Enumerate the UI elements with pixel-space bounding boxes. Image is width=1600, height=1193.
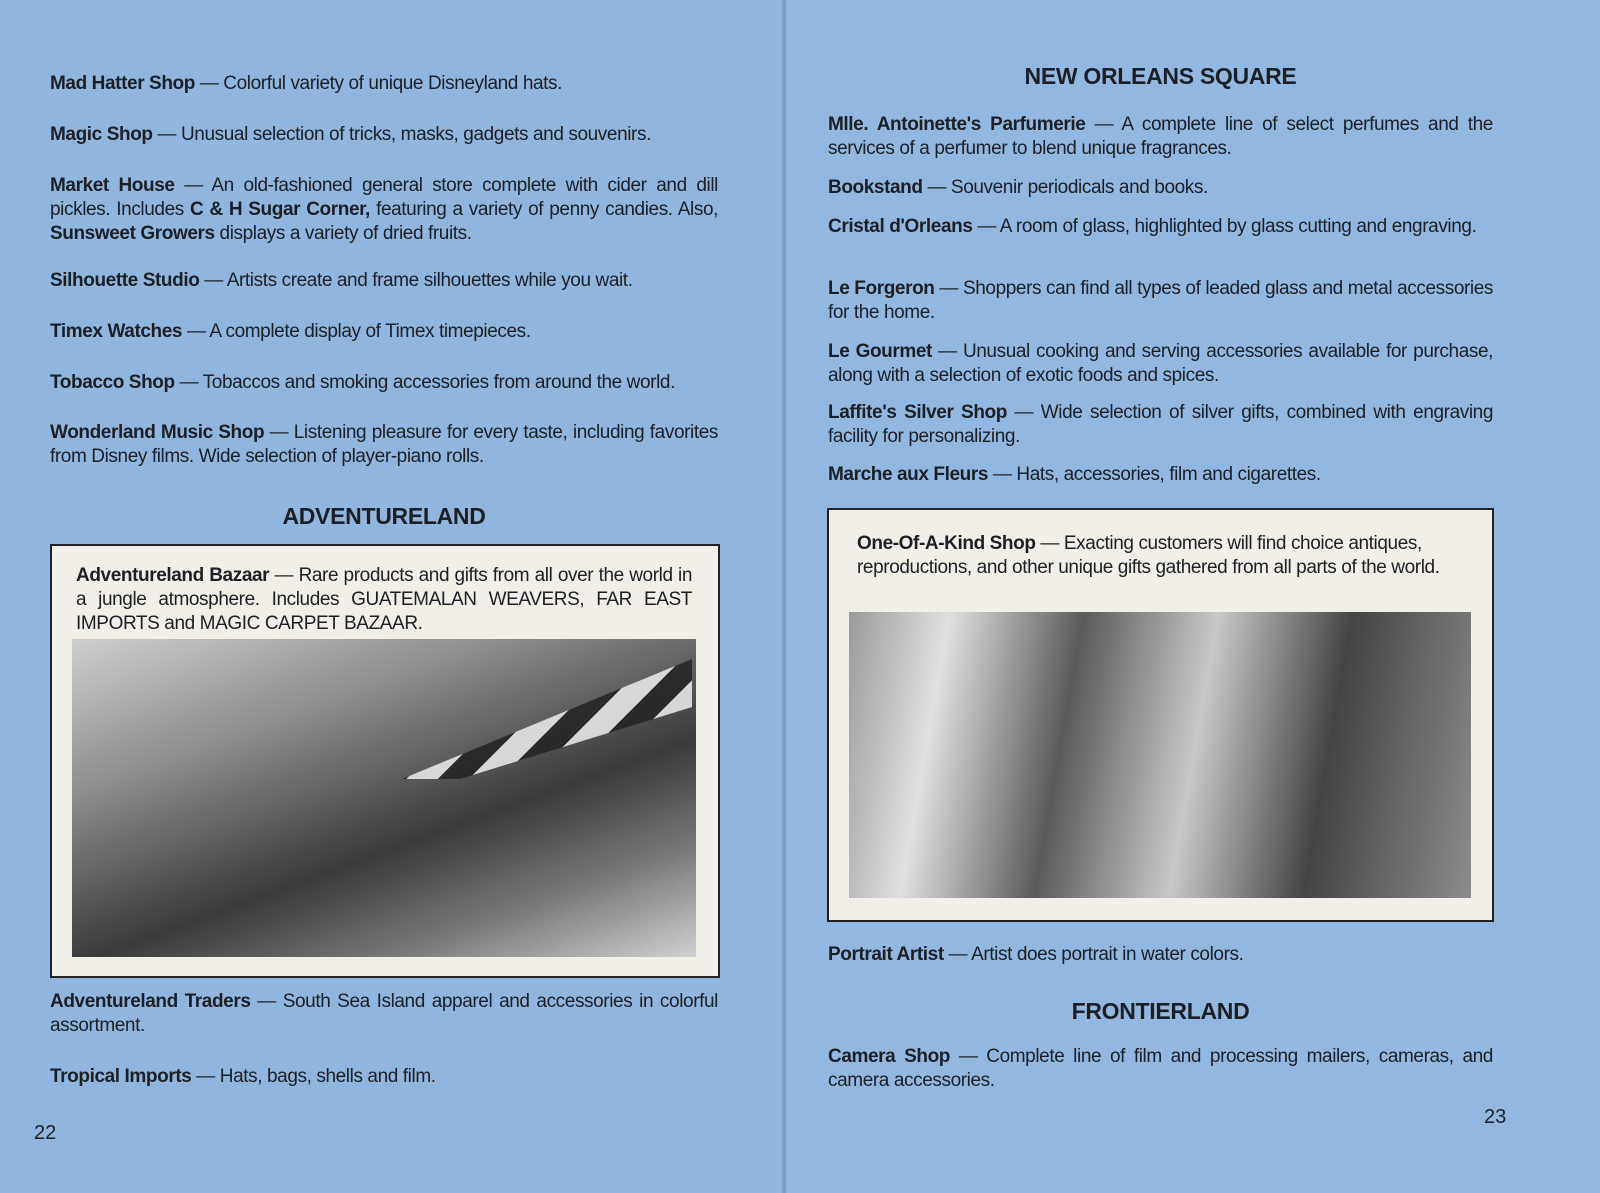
entry-name: Laffite's Silver Shop xyxy=(828,402,1007,423)
entry-name: Wonderland Music Shop xyxy=(50,422,265,443)
entry-silhouette-studio xyxy=(50,269,718,293)
entry-cristal-dorleans xyxy=(828,215,1493,239)
entry-name: Timex Watches xyxy=(50,321,183,342)
entry-desc: — Artist does portrait in water colors. xyxy=(943,944,1244,965)
shop-photo xyxy=(849,612,1471,898)
entry-name: Le Gourmet xyxy=(828,341,932,362)
entry-name: Magic Shop xyxy=(50,124,153,145)
entry-desc: — Colorful variety of unique Disneyland hats. xyxy=(194,73,563,94)
entry-market-house xyxy=(50,174,718,246)
entry-name: Mad Hatter Shop xyxy=(50,73,195,94)
entry-name: Camera Shop xyxy=(828,1046,951,1067)
entry-desc: — Exacting customers will find choice antiques, reproductions, and other unique gifts gathered from all parts of the world. xyxy=(857,533,1440,578)
entry-name: One-Of-A-Kind Shop xyxy=(857,533,1036,554)
entry-name: Cristal d'Orleans xyxy=(828,216,973,237)
entry-desc: — Complete line of film and processing mailers, cameras, and camera accessories. xyxy=(828,1046,1493,1091)
entry-desc: — Hats, bags, shells and film. xyxy=(191,1066,436,1087)
entry-mad-hatter-shop xyxy=(50,72,718,96)
entry-laffites-silver-shop xyxy=(828,401,1493,449)
entry-desc: — Hats, accessories, film and cigarettes. xyxy=(988,464,1321,485)
entry-desc: — South Sea Island apparel and accessories in colorful assortment. xyxy=(50,991,718,1036)
entry-desc: featuring a variety of penny candies. Also, xyxy=(369,199,718,220)
entry-desc: — Rare products and gifts from all over the world in a jungle atmosphere. Includes GUATEMALAN WEAVERS, FAR EAST IMPORTS and MAGIC CARPET BAZAAR. xyxy=(76,565,693,634)
entry-desc: — A complete line of select perfumes and the services of a perfumer to blend unique fragrances. xyxy=(828,114,1493,159)
entry-name: Silhouette Studio xyxy=(50,270,200,291)
entry-desc: — Unusual selection of tricks, masks, gadgets and souvenirs. xyxy=(152,124,651,145)
adventureland-bazaar-box xyxy=(50,544,720,978)
entry-name: Market House xyxy=(50,175,175,196)
entry-desc: — A room of glass, highlighted by glass cutting and engraving. xyxy=(972,216,1477,237)
page-number: 22 xyxy=(34,1122,57,1144)
entry-magic-shop xyxy=(50,123,718,147)
entry-desc: displays a variety of dried fruits. xyxy=(214,223,472,244)
entry-name: Adventureland Bazaar xyxy=(76,565,270,586)
entry-desc: — Wide selection of silver gifts, combined with engraving facility for personalizing. xyxy=(828,402,1493,447)
bazaar-photo xyxy=(72,639,696,957)
entry-name: Le Forgeron xyxy=(828,278,935,299)
sub-shop-name: C & H Sugar Corner, xyxy=(189,199,370,220)
one-of-a-kind-shop-box xyxy=(827,508,1494,922)
entry-desc: — A complete display of Timex timepieces. xyxy=(182,321,531,342)
section-heading-adventureland: ADVENTURELAND xyxy=(282,503,486,529)
entry-desc: — Artists create and frame silhouettes while you wait. xyxy=(199,270,633,291)
entry-desc: — An old-fashioned general store complete with cider and dill pickles. Includes xyxy=(50,175,719,220)
section-heading-frontierland: FRONTIERLAND xyxy=(1071,998,1250,1024)
sub-shop-name: Sunsweet Growers xyxy=(50,223,215,244)
entry-name: Portrait Artist xyxy=(828,944,944,965)
section-heading-new-orleans-square: NEW ORLEANS SQUARE xyxy=(1024,63,1297,89)
entry-adventureland-bazaar xyxy=(76,564,692,636)
entry-name: Marche aux Fleurs xyxy=(828,464,989,485)
entry-name: Bookstand xyxy=(828,177,923,198)
page-number: 23 xyxy=(1484,1106,1507,1128)
entry-le-gourmet xyxy=(828,340,1493,388)
entry-tropical-imports xyxy=(50,1065,718,1089)
entry-marche-aux-fleurs xyxy=(828,463,1493,487)
entry-name: Mlle. Antoinette's Parfumerie xyxy=(828,114,1086,135)
entry-tobacco-shop xyxy=(50,371,718,395)
entry-name: Adventureland Traders xyxy=(50,991,251,1012)
entry-one-of-a-kind-shop xyxy=(857,532,1467,580)
entry-name: Tobacco Shop xyxy=(50,372,175,393)
entry-camera-shop xyxy=(828,1045,1493,1093)
entry-parfumerie xyxy=(828,113,1493,161)
entry-desc: — Listening pleasure for every taste, including favorites from Disney films. Wide selection of player-piano rolls. xyxy=(50,422,718,467)
entry-bookstand xyxy=(828,176,1493,200)
entry-desc: — Tobaccos and smoking accessories from around the world. xyxy=(174,372,675,393)
entry-desc: — Unusual cooking and serving accessories available for purchase, along with a selection of exotic foods and spices. xyxy=(828,341,1494,386)
page-gutter xyxy=(782,0,786,1193)
entry-name: Tropical Imports xyxy=(50,1066,192,1087)
entry-desc: — Souvenir periodicals and books. xyxy=(922,177,1208,198)
entry-portrait-artist xyxy=(828,943,1493,967)
entry-desc: — Shoppers can find all types of leaded glass and metal accessories for the home. xyxy=(828,278,1494,323)
entry-wonderland-music-shop xyxy=(50,421,718,469)
entry-le-forgeron xyxy=(828,277,1493,325)
entry-timex-watches xyxy=(50,320,718,344)
entry-adventureland-traders xyxy=(50,990,718,1038)
